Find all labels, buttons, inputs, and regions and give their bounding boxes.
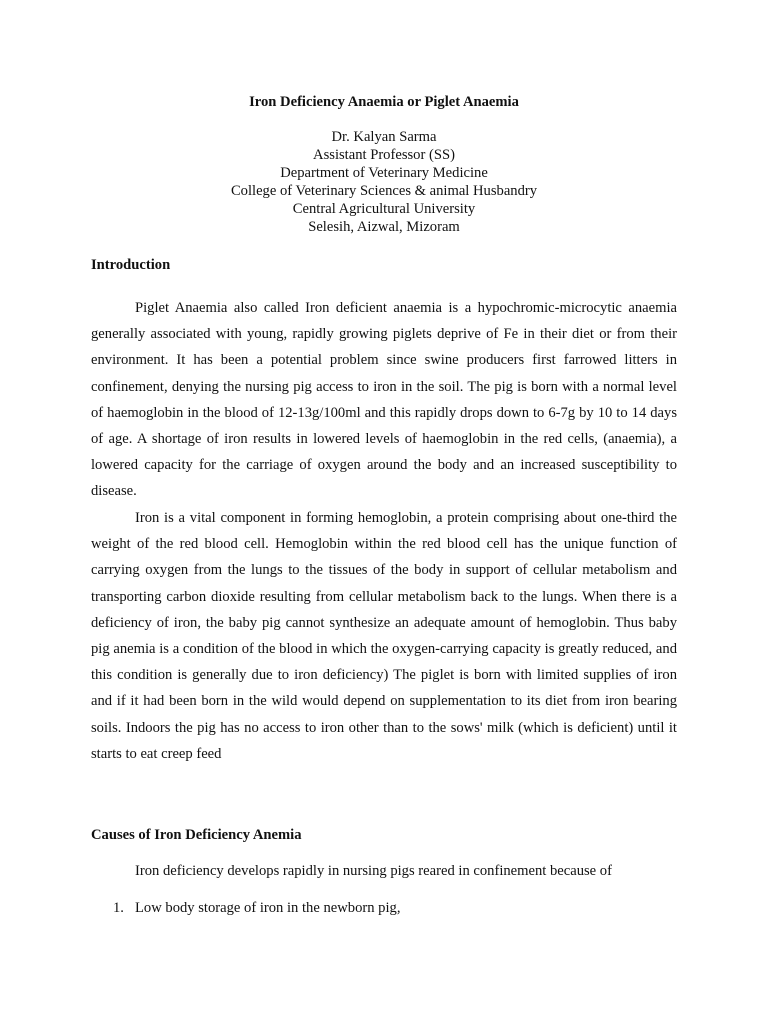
author-university: Central Agricultural University	[292, 201, 476, 217]
author-name: Dr. Kalyan Sarma	[331, 129, 437, 145]
author-college: College of Veterinary Sciences & animal Husbandry	[230, 183, 538, 199]
section-heading-introduction: Introduction	[91, 257, 171, 273]
list-item	[113, 899, 400, 917]
causes-intro-text: Iron deficiency develops rapidly in nursing pigs reared in confinement because of	[135, 863, 612, 879]
author-location: Selesih, Aizwal, Mizoram	[308, 219, 460, 235]
section-heading-causes: Causes of Iron Deficiency Anemia	[91, 827, 302, 843]
list-item-number: 1.	[113, 900, 124, 916]
author-block	[0, 128, 768, 236]
intro-paragraph-1-text: Piglet Anaemia also called Iron deficient anaemia is a hypochromic-microcytic anaemia generally associated with young, rapidly growing piglets deprive of Fe in their diet or from their environment. It has been a potential problem since swine producers first farrowed litters in confinement, denying the nursing pig access to iron in the soil. The pig is born with a normal level of haemoglobin in the blood of 12-13g/100ml and this rapidly drops down to 6-7g by 10 to 14 days of age. A shortage of iron results in lowered levels of haemoglobin in the red cells, (anaemia), a lowered capacity for the carriage of oxygen around the body and an increased susceptibility to disease.	[91, 300, 677, 500]
document-title: Iron Deficiency Anaemia or Piglet Anaemia	[249, 94, 519, 110]
intro-paragraph-1	[91, 295, 677, 505]
author-department: Department of Veterinary Medicine	[280, 165, 488, 181]
intro-paragraph-2-text: Iron is a vital component in forming hemoglobin, a protein comprising about one-third the weight of the red blood cell. Hemoglobin within the red blood cell has the unique function of carrying oxygen from the lungs to the tissues of the body in support of cellular metabolism and transporting carbon dioxide resulting from cellular metabolism back to the lungs. When there is a deficiency of iron, the baby pig cannot synthesize an adequate amount of hemoglobin. Thus baby pig anemia is a condition of the blood in which the oxygen-carrying capacity is greatly reduced, and this condition is generally due to iron deficiency) The piglet is born with limited supplies of iron and if it had been born in the wild would depend on supplementation to its diet from iron bearing soils. Indoors the pig has no access to iron other than to the sows' milk (which is deficient) until it starts to eat creep feed	[91, 510, 677, 762]
intro-paragraph-2	[91, 505, 677, 767]
author-position: Assistant Professor (SS)	[313, 147, 455, 163]
list-item-text: Low body storage of iron in the newborn pig,	[135, 900, 401, 916]
